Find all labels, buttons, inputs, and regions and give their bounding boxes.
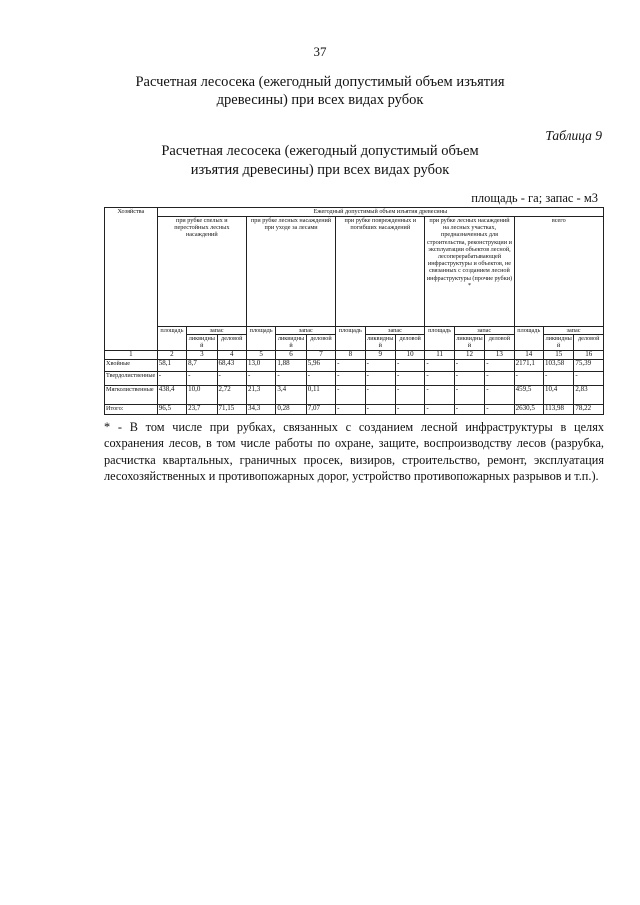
table-cell: - <box>246 371 275 385</box>
row-label: Твердолиственные <box>105 371 158 385</box>
table-row <box>105 404 604 414</box>
header-area: площадь <box>514 327 543 351</box>
table-cell: 459,5 <box>514 385 543 404</box>
header-stock: запас <box>454 327 514 335</box>
table-cell: - <box>454 404 484 414</box>
row-label: Мягколиственные <box>105 385 158 404</box>
table-cell: 68,43 <box>217 359 246 371</box>
table-cell: 96,5 <box>157 404 186 414</box>
table-cell: - <box>485 359 514 371</box>
table-cell: 2171,1 <box>514 359 543 371</box>
table-cell: - <box>485 385 514 404</box>
table-cell: 23,7 <box>187 404 217 414</box>
table-cell: 0,28 <box>276 404 306 414</box>
column-number: 10 <box>395 350 424 359</box>
header-stock: запас <box>187 327 247 335</box>
table-cell: 113,98 <box>544 404 574 414</box>
table-cell: 2,72 <box>217 385 246 404</box>
column-number: 7 <box>306 350 335 359</box>
column-number: 8 <box>336 350 365 359</box>
header-area: площадь <box>157 327 186 351</box>
table-cell: 7,07 <box>306 404 335 414</box>
row-label: Итого: <box>105 404 158 414</box>
table-cell: - <box>395 404 424 414</box>
table-cell: - <box>425 385 454 404</box>
header-area: площадь <box>336 327 365 351</box>
header-business: деловой <box>395 335 424 350</box>
header-group-5: всего <box>514 217 603 327</box>
table-cell: - <box>217 371 246 385</box>
column-number: 16 <box>574 350 604 359</box>
table-cell: - <box>276 371 306 385</box>
header-business: деловой <box>574 335 604 350</box>
table-cell: 2630,5 <box>514 404 543 414</box>
allowable-cut-table <box>104 207 604 415</box>
header-business: деловой <box>217 335 246 350</box>
header-group-4: при рубке лесных насаждений на лесных участках, предназначенных для строительства, реконструкции и эксплуатации объектов лесной, лесоперерабатывающей инфраструктуры и объектов, не связанных с созданием лесной инфраструктуры (прочие рубки) * <box>425 217 514 327</box>
table-cell: 13,0 <box>246 359 275 371</box>
column-number: 3 <box>187 350 217 359</box>
table-cell: - <box>425 404 454 414</box>
table-cell: - <box>336 404 365 414</box>
table-title: Расчетная лесосека (ежегодный допустимый объем изъятия древесины) при всех видах рубок <box>161 143 479 178</box>
header-area: площадь <box>246 327 275 351</box>
header-stock: запас <box>276 327 336 335</box>
column-number: 13 <box>485 350 514 359</box>
header-business: деловой <box>485 335 514 350</box>
column-number: 11 <box>425 350 454 359</box>
table-cell: - <box>157 371 186 385</box>
column-number: 2 <box>157 350 186 359</box>
table-cell: 58,1 <box>157 359 186 371</box>
column-number: 9 <box>365 350 395 359</box>
header-group-1: при рубке спелых и перестойных лесных насаждений <box>157 217 246 327</box>
column-number: 15 <box>544 350 574 359</box>
header-stock: запас <box>544 327 604 335</box>
column-number: 6 <box>276 350 306 359</box>
table-row <box>105 359 604 371</box>
footnote: * - В том числе при рубках, связанных с созданием лесной инфраструктуры в целях сохранения лесов, в том числе работы по охране, защите, воспроизводству лесов (разрубка, расчистка квартальных, граничных просек, визиров, строительство, ремонт, эксплуатация лесохозяйственных и противопожарных дорог, устройство противопожарных разрывов и т.п.). <box>104 420 604 484</box>
table-cell: - <box>395 385 424 404</box>
table-cell: - <box>365 404 395 414</box>
table-cell: - <box>454 359 484 371</box>
table-cell: - <box>485 371 514 385</box>
table-number: Таблица 9 <box>545 128 602 143</box>
table-cell: - <box>395 359 424 371</box>
table-cell: 21,3 <box>246 385 275 404</box>
table-cell: - <box>544 371 574 385</box>
table-cell: 75,39 <box>574 359 604 371</box>
table-cell: - <box>425 371 454 385</box>
header-area: площадь <box>425 327 454 351</box>
header-top: Ежегодный допустимый объем изъятия древесины <box>157 208 603 217</box>
table-cell: 3,4 <box>276 385 306 404</box>
row-label: Хвойные <box>105 359 158 371</box>
column-number: 14 <box>514 350 543 359</box>
table-cell: - <box>485 404 514 414</box>
column-number: 12 <box>454 350 484 359</box>
table-cell: 0,11 <box>306 385 335 404</box>
table-body <box>105 359 604 414</box>
table-cell: 2,83 <box>574 385 604 404</box>
table-cell: 103,58 <box>544 359 574 371</box>
table-cell: - <box>365 359 395 371</box>
table-cell: - <box>425 359 454 371</box>
table-cell: - <box>336 359 365 371</box>
document-title: Расчетная лесосека (ежегодный допустимый объем изъятия древесины) при всех видах рубок <box>135 74 505 108</box>
table-cell: 1,88 <box>276 359 306 371</box>
table-cell: - <box>454 371 484 385</box>
table-cell: 71,15 <box>217 404 246 414</box>
header-group-2: при рубке лесных насаждений при уходе за лесами <box>246 217 335 327</box>
table-cell: 438,4 <box>157 385 186 404</box>
header-liquid: ликвидный <box>187 335 217 350</box>
table-cell: - <box>187 371 217 385</box>
table-cell: 5,96 <box>306 359 335 371</box>
table-cell: - <box>574 371 604 385</box>
column-number: 1 <box>105 350 158 359</box>
header-liquid: ликвидный <box>276 335 306 350</box>
table-cell: - <box>336 371 365 385</box>
table-cell: 8,7 <box>187 359 217 371</box>
header-stock: запас <box>365 327 425 335</box>
header-liquid: ликвидный <box>544 335 574 350</box>
table-cell: 78,22 <box>574 404 604 414</box>
table-cell: 34,3 <box>246 404 275 414</box>
table-row <box>105 371 604 385</box>
table-cell: 10,4 <box>544 385 574 404</box>
table-cell: 10,0 <box>187 385 217 404</box>
header-liquid: ликвидный <box>454 335 484 350</box>
table-cell: - <box>454 385 484 404</box>
table-cell: - <box>365 371 395 385</box>
column-number: 5 <box>246 350 275 359</box>
header-group-3: при рубке поврежденных и погибших насаждений <box>336 217 425 327</box>
table-cell: - <box>306 371 335 385</box>
header-farm: Хозяйства <box>105 208 158 351</box>
table-cell: - <box>365 385 395 404</box>
header-business: деловой <box>306 335 335 350</box>
table-row <box>105 385 604 404</box>
page-number: 37 <box>313 44 327 59</box>
table-cell: - <box>336 385 365 404</box>
table-cell: - <box>514 371 543 385</box>
header-liquid: ликвидный <box>365 335 395 350</box>
units-note: площадь - га; запас - м3 <box>471 191 598 205</box>
table-cell: - <box>395 371 424 385</box>
column-number: 4 <box>217 350 246 359</box>
